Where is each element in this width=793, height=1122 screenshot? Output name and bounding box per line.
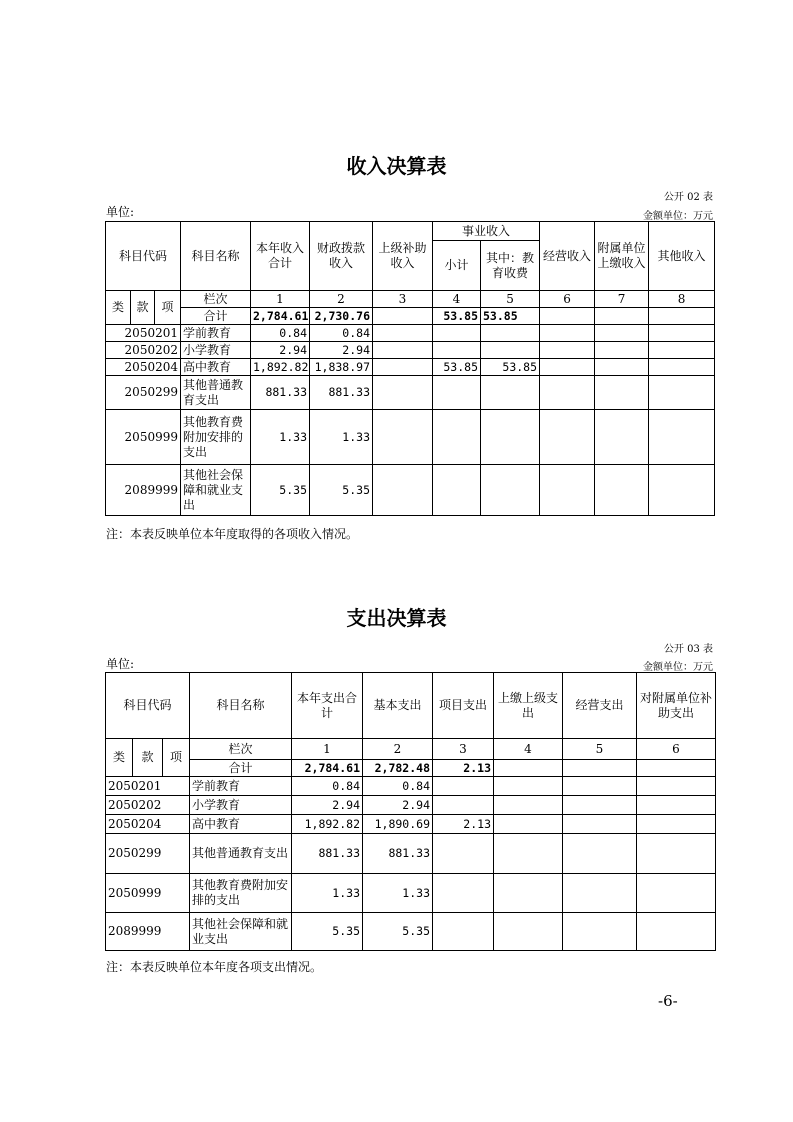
row-name: 高中教育 (181, 359, 251, 376)
row-subtotal: 53.85 (433, 359, 481, 376)
empty-cell (373, 376, 433, 410)
row-code: 2089999 (106, 465, 181, 516)
row-code: 2050999 (106, 410, 181, 465)
col-header-name: 科目名称 (181, 222, 251, 291)
row-code: 2050204 (106, 359, 181, 376)
header-heji: 合计 (190, 760, 292, 777)
col-header-subtotal: 小计 (433, 241, 481, 291)
empty-cell (494, 913, 563, 951)
table-row (106, 465, 715, 516)
col-header-affiliated: 附属单位上缴收入 (595, 222, 649, 291)
expense-amount-unit: 金额单位：万元 (643, 662, 713, 673)
row-edu-fee (481, 465, 540, 516)
row-project (433, 796, 494, 815)
row-name: 其他教育费附加安排的支出 (190, 874, 292, 913)
row-project (433, 913, 494, 951)
col-number: 7 (595, 291, 649, 308)
row-code: 2050202 (106, 342, 181, 359)
row-total: 881.33 (251, 376, 310, 410)
empty-cell (540, 308, 595, 325)
empty-cell (649, 465, 715, 516)
row-project (433, 834, 494, 874)
income-title: 收入决算表 (346, 154, 447, 178)
empty-cell (563, 874, 637, 913)
empty-cell (494, 815, 563, 834)
row-total: 1,892.82 (292, 815, 363, 834)
row-total: 2.94 (251, 342, 310, 359)
col-header-fiscal: 财政拨款收入 (310, 222, 373, 291)
empty-cell (540, 410, 595, 465)
page-number: -6- (658, 992, 678, 1010)
header-lei: 类 (106, 739, 133, 777)
row-name: 高中教育 (190, 815, 292, 834)
col-number: 6 (637, 739, 716, 760)
col-header-name: 科目名称 (190, 673, 292, 739)
row-name: 其他普通教育支出 (190, 834, 292, 874)
col-header-project: 项目支出 (433, 673, 494, 739)
empty-cell (563, 777, 637, 796)
header-xiang: 项 (163, 739, 190, 777)
empty-cell (540, 359, 595, 376)
row-edu-fee (481, 410, 540, 465)
col-header-other: 其他收入 (649, 222, 715, 291)
row-total: 5.35 (251, 465, 310, 516)
row-basic: 5.35 (363, 913, 433, 951)
expense-unit-label: 单位: (106, 657, 135, 671)
row-name: 其他普通教育支出 (181, 376, 251, 410)
table-row (106, 834, 716, 874)
header-kuan: 款 (131, 291, 155, 325)
expense-table (105, 672, 716, 951)
total-edu-fee: 53.85 (481, 308, 540, 325)
col-header-code: 科目代码 (106, 222, 181, 291)
header-heji: 合计 (181, 308, 251, 325)
empty-cell (595, 308, 649, 325)
row-code: 2050202 (106, 796, 190, 815)
col-number: 5 (563, 739, 637, 760)
row-fiscal: 881.33 (310, 376, 373, 410)
row-fiscal: 1.33 (310, 410, 373, 465)
row-name: 学前教育 (181, 325, 251, 342)
col-number: 3 (433, 739, 494, 760)
total-expense: 2,784.61 (292, 760, 363, 777)
col-number: 2 (363, 739, 433, 760)
total-project: 2.13 (433, 760, 494, 777)
row-total: 2.94 (292, 796, 363, 815)
row-code: 2050999 (106, 874, 190, 913)
empty-cell (494, 834, 563, 874)
row-edu-fee (481, 342, 540, 359)
header-lanci: 栏次 (181, 291, 251, 308)
empty-cell (563, 834, 637, 874)
table-row (106, 359, 715, 376)
col-header-total: 本年支出合计 (292, 673, 363, 739)
empty-cell (595, 342, 649, 359)
row-fiscal: 1,838.97 (310, 359, 373, 376)
empty-cell (494, 874, 563, 913)
row-code: 2050201 (106, 325, 181, 342)
row-basic: 1,890.69 (363, 815, 433, 834)
col-header-remit: 上缴上级支出 (494, 673, 563, 739)
col-number: 6 (540, 291, 595, 308)
header-xiang: 项 (155, 291, 181, 325)
total-fiscal: 2,730.76 (310, 308, 373, 325)
row-total: 0.84 (251, 325, 310, 342)
empty-cell (649, 325, 715, 342)
table-row (106, 410, 715, 465)
empty-cell (637, 815, 716, 834)
col-header-subsidy: 对附属单位补助支出 (637, 673, 716, 739)
row-edu-fee: 53.85 (481, 359, 540, 376)
empty-cell (494, 777, 563, 796)
empty-cell (637, 760, 716, 777)
row-code: 2050201 (106, 777, 190, 796)
income-table (105, 221, 715, 516)
row-subtotal (433, 342, 481, 359)
row-project (433, 874, 494, 913)
col-number: 8 (649, 291, 715, 308)
col-number: 2 (310, 291, 373, 308)
header-kuan: 款 (133, 739, 163, 777)
empty-cell (649, 359, 715, 376)
empty-cell (373, 359, 433, 376)
empty-cell (595, 410, 649, 465)
col-header-edu-fee: 其中：教育收费 (481, 241, 540, 291)
col-number: 3 (373, 291, 433, 308)
income-note: 注：本表反映单位本年度取得的各项收入情况。 (106, 527, 359, 541)
row-code: 2050204 (106, 815, 190, 834)
empty-cell (540, 465, 595, 516)
table-row (106, 376, 715, 410)
col-header-superior: 上级补助收入 (373, 222, 433, 291)
table-row (106, 342, 715, 359)
row-edu-fee (481, 325, 540, 342)
row-subtotal (433, 465, 481, 516)
col-header-business: 事业收入 (433, 222, 540, 241)
empty-cell (637, 834, 716, 874)
row-total: 1,892.82 (251, 359, 310, 376)
empty-cell (637, 874, 716, 913)
row-name: 其他社会保障和就业支出 (190, 913, 292, 951)
row-name: 其他教育费附加安排的支出 (181, 410, 251, 465)
col-header-code: 科目代码 (106, 673, 190, 739)
income-amount-unit: 金额单位：万元 (643, 211, 713, 222)
expense-title: 支出决算表 (346, 606, 447, 630)
row-code: 2050299 (106, 376, 181, 410)
empty-cell (649, 376, 715, 410)
empty-cell (595, 325, 649, 342)
empty-cell (373, 465, 433, 516)
col-header-basic: 基本支出 (363, 673, 433, 739)
table-row (106, 777, 716, 796)
empty-cell (563, 913, 637, 951)
row-total: 1.33 (251, 410, 310, 465)
row-fiscal: 5.35 (310, 465, 373, 516)
row-name: 学前教育 (190, 777, 292, 796)
table-row (106, 325, 715, 342)
empty-cell (373, 325, 433, 342)
empty-cell (595, 359, 649, 376)
empty-cell (649, 410, 715, 465)
empty-cell (563, 815, 637, 834)
empty-cell (373, 342, 433, 359)
empty-cell (637, 913, 716, 951)
header-lei: 类 (106, 291, 131, 325)
row-code: 2050299 (106, 834, 190, 874)
empty-cell (373, 410, 433, 465)
income-table-code: 公开 02 表 (663, 192, 713, 203)
empty-cell (494, 796, 563, 815)
row-basic: 2.94 (363, 796, 433, 815)
empty-cell (637, 777, 716, 796)
header-lanci: 栏次 (190, 739, 292, 760)
row-total: 5.35 (292, 913, 363, 951)
col-number: 4 (433, 291, 481, 308)
col-number: 4 (494, 739, 563, 760)
row-name: 小学教育 (181, 342, 251, 359)
col-number: 1 (251, 291, 310, 308)
empty-cell (494, 760, 563, 777)
empty-cell (595, 376, 649, 410)
total-income: 2,784.61 (251, 308, 310, 325)
row-subtotal (433, 376, 481, 410)
row-subtotal (433, 410, 481, 465)
total-subtotal: 53.85 (433, 308, 481, 325)
table-row (106, 815, 716, 834)
row-fiscal: 2.94 (310, 342, 373, 359)
col-header-operating: 经营收入 (540, 222, 595, 291)
row-name: 其他社会保障和就业支出 (181, 465, 251, 516)
empty-cell (540, 376, 595, 410)
empty-cell (637, 796, 716, 815)
table-row (106, 796, 716, 815)
row-edu-fee (481, 376, 540, 410)
table-row (106, 913, 716, 951)
empty-cell (595, 465, 649, 516)
income-unit-label: 单位: (106, 205, 135, 219)
empty-cell (563, 760, 637, 777)
table-row (106, 874, 716, 913)
expense-note: 注：本表反映单位本年度各项支出情况。 (106, 960, 323, 974)
empty-cell (563, 796, 637, 815)
total-basic: 2,782.48 (363, 760, 433, 777)
row-total: 0.84 (292, 777, 363, 796)
empty-cell (540, 325, 595, 342)
col-number: 5 (481, 291, 540, 308)
row-subtotal (433, 325, 481, 342)
row-name: 小学教育 (190, 796, 292, 815)
row-basic: 1.33 (363, 874, 433, 913)
col-header-operating: 经营支出 (563, 673, 637, 739)
row-basic: 0.84 (363, 777, 433, 796)
total-superior (373, 308, 433, 325)
empty-cell (649, 308, 715, 325)
expense-table-code: 公开 03 表 (663, 644, 713, 655)
row-project (433, 777, 494, 796)
row-project: 2.13 (433, 815, 494, 834)
col-number: 1 (292, 739, 363, 760)
row-code: 2089999 (106, 913, 190, 951)
empty-cell (540, 342, 595, 359)
row-basic: 881.33 (363, 834, 433, 874)
col-header-total: 本年收入合计 (251, 222, 310, 291)
row-total: 881.33 (292, 834, 363, 874)
row-fiscal: 0.84 (310, 325, 373, 342)
empty-cell (649, 342, 715, 359)
row-total: 1.33 (292, 874, 363, 913)
